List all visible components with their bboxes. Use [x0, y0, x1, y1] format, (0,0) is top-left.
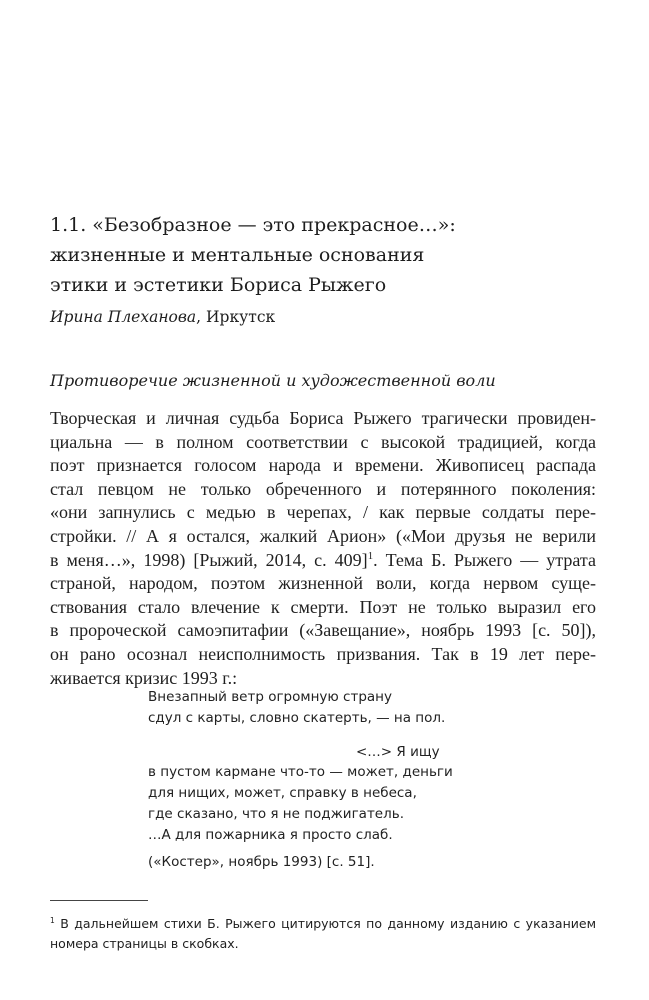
body-line-tail: . Тема Б. Рыжего — утрата: [373, 549, 596, 570]
body-line: стройки. // А я остался, жалкий Арион» («Мои друзья не верили: [50, 525, 596, 546]
footnote-text: В дальнейшем стихи Б. Рыжего цитируются по данному изданию с указанием: [54, 916, 596, 931]
body-line: ствования стало влечение к смерти. Поэт не только выразил его: [50, 596, 596, 617]
poem-line: в пустом кармане что-то — может, деньги: [148, 764, 453, 781]
footnote-reference: 1: [367, 549, 374, 562]
poem-line-indented: <…> Я ищу: [356, 743, 440, 760]
poem-line: сдул с карты, словно скатерть, — на пол.: [148, 709, 446, 726]
chapter-title: [50, 210, 610, 300]
footnote-divider: [50, 900, 148, 901]
poem-quote: [148, 687, 453, 872]
body-line: стал певцом не только обреченного и потерянного поколения:: [50, 478, 596, 499]
chapter-title-line-2: жизненные и ментальные основания: [50, 244, 425, 266]
body-line: «они запнулись с медью в черепах, / как первые солдаты пере-: [50, 502, 596, 523]
body-line: Творческая и личная судьба Бориса Рыжего трагически провиден-: [50, 408, 596, 428]
body-line: он рано осознал неисполнимость призвания. Так в 19 лет пере-: [50, 643, 596, 664]
stanza-gap: [148, 729, 453, 742]
author-name: Ирина Плеханова: [50, 308, 197, 326]
footnote-line: номера страницы в скобках.: [50, 936, 239, 951]
chapter-title-line-3: этики и эстетики Бориса Рыжего: [50, 274, 387, 296]
footnote-marker: 1: [50, 915, 55, 925]
poem-line: Внезапный ветр огромную страну: [148, 689, 392, 705]
section-heading: Противоречие жизненной и художественной воли: [50, 371, 496, 390]
author-line: [50, 306, 275, 328]
body-line: страной, народом, поэтом жизненной воли, когда нервом суще-: [50, 573, 596, 594]
footnote: [50, 914, 596, 954]
body-line: поэт признается голосом народа и времени. Живописец распада: [50, 455, 596, 476]
poem-line: где сказано, что я не поджигатель.: [148, 805, 404, 822]
body-line: циальна — в полном соответствии с высокой традицией, когда: [50, 431, 596, 452]
body-paragraph: [50, 407, 596, 690]
poem-line: …А для пожарника я просто слаб.: [148, 826, 393, 843]
body-line-text: в меня…», 1998) [Рыжий, 2014, с. 409]: [50, 549, 368, 570]
poem-source: («Костер», ноябрь 1993) [с. 51].: [148, 853, 375, 870]
footnote-line: [50, 914, 596, 934]
poem-line: для нищих, может, справку в небеса,: [148, 785, 417, 802]
body-line: живается кризис 1993 г.:: [50, 667, 238, 688]
body-line: в пророческой самоэпитафии («Завещание», ноябрь 1993 [с. 50]),: [50, 620, 596, 641]
chapter-title-line-1: 1.1. «Безобразное — это прекрасное…»:: [50, 214, 456, 236]
body-line: [50, 549, 596, 573]
author-city: , Иркутск: [196, 308, 276, 326]
